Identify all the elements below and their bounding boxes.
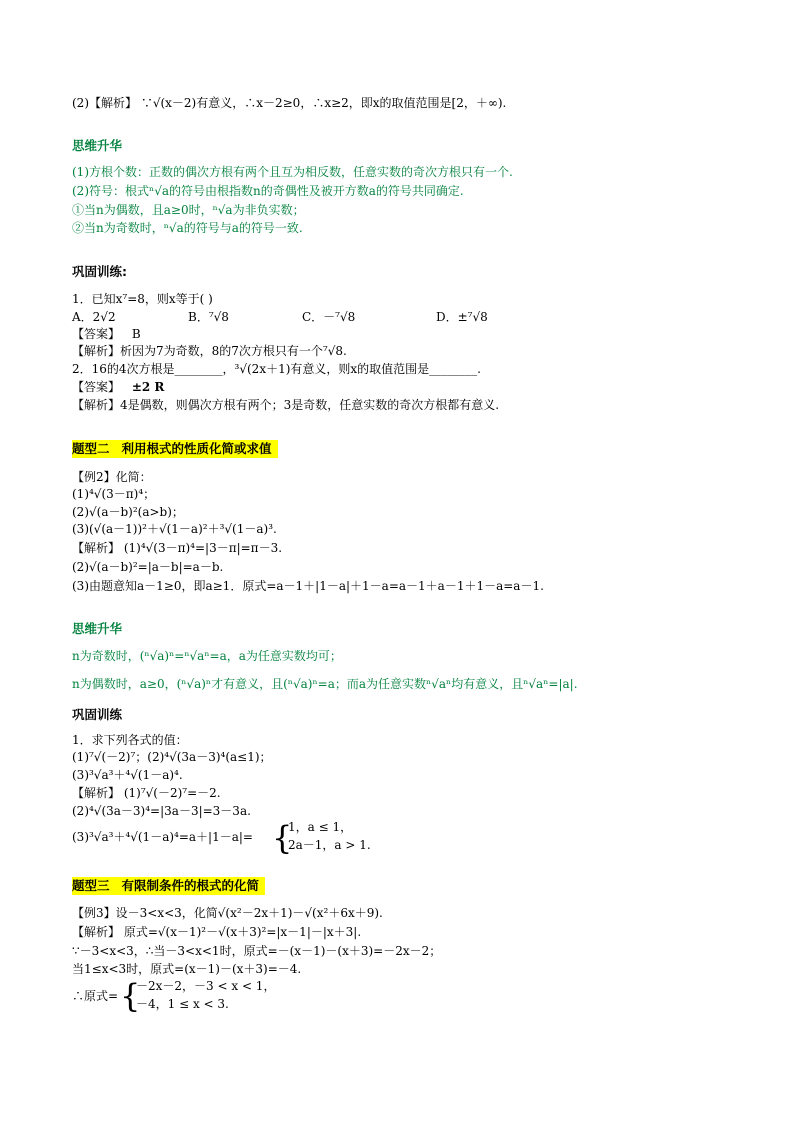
section-label: 题型三 [72,878,110,893]
piecewise-case: 1，a ≤ 1， [288,820,353,834]
left-brace: { [272,819,293,857]
option-d: D．±⁷√8 [436,310,488,324]
analysis-line: 【解析】析因为7为奇数，8的7次方根只有一个⁷√8. [72,344,347,358]
question-item: (1)⁷√(－2)⁷；(2)⁴√(3a－3)⁴(a≤1)； [72,750,272,764]
analysis-line: 当1≤x<3时，原式=(x－1)－(x＋3)=－4. [72,962,302,976]
question-1: 1．已知x⁷=8，则x等于( ) [72,292,213,306]
answer-value: B [131,327,141,341]
thinking-summary-line: ②当n为奇数时，ⁿ√a的符号与a的符号一致. [72,221,303,235]
analysis-line: 【解析】4是偶数，则偶次方根有两个；3是奇数，任意实数的奇次方根都有意义. [72,398,500,412]
analysis-line: 【解析】 (1)⁴√(3－π)⁴=|3－π|=π－3. [72,541,283,555]
piecewise-case: －4，1 ≤ x < 3. [136,997,229,1011]
option-c: C．－⁷√8 [302,310,356,324]
thinking-summary-line: (2)符号：根式ⁿ√a的符号由根指数n的奇偶性及被开方数a的符号共同确定. [72,184,464,198]
answer-label: 【答案】 [72,327,121,341]
question-1: 1．求下列各式的值： [72,733,188,747]
practice-heading: 巩固训练: [72,264,127,279]
thinking-summary-heading: 思维升华 [72,621,123,636]
section-header-type3 [72,877,265,895]
intro-analysis-line: (2)【解析】 ∵√(x－2)有意义，∴x－2≥0，∴x≥2，即x的取值范围是[2，＋∞). [72,96,507,110]
analysis-line: ∵－3<x<3，∴当－3<x<1时，原式=－(x－1)－(x＋3)=－2x－2； [72,944,442,958]
example-title: 【例3】设－3<x<3，化简√(x²－2x＋1)－√(x²＋6x＋9). [72,906,383,920]
question-2: 2．16的4次方根是________，³√(2x＋1)有意义，则x的取值范围是________. [72,362,481,376]
analysis-line: (3)³√a³＋⁴√(1－a)⁴=a＋|1－a|= [72,830,253,844]
question-item: (3)³√a³＋⁴√(1－a)⁴. [72,768,183,782]
answer-value: ±2 R [131,380,165,394]
answer-row [72,327,141,342]
example-item: (3)(√(a－1))²＋√(1－a)²＋³√(1－a)³. [72,522,277,536]
example-item: (2)√(a－b)²(a>b)； [72,505,184,519]
practice-heading: 巩固训练 [72,707,123,722]
analysis-line: 【解析】 原式=√(x－1)²－√(x＋3)²=|x－1|－|x＋3|. [72,925,362,939]
left-brace: { [120,977,141,1015]
thinking-summary-line: n为偶数时，a≥0，(ⁿ√a)ⁿ才有意义，且(ⁿ√a)ⁿ=a；而a为任意实数ⁿ√aⁿ均有意义，且ⁿ√aⁿ=|a|. [72,677,578,691]
example-item: (1)⁴√(3－π)⁴； [72,487,156,501]
section-label: 题型二 [72,441,110,456]
piecewise-case: －2x－2，－3 < x < 1， [136,979,276,993]
piecewise-case: 2a－1，a > 1. [288,838,371,852]
conclusion-label: ∴原式= [72,989,119,1003]
answer-row [72,380,164,395]
section-header-type2 [72,440,278,458]
thinking-summary-line: ①当n为偶数，且a≥0时，ⁿ√a为非负实数； [72,203,305,217]
section-title: 利用根式的性质化简或求值 [121,441,272,456]
option-b: B．⁷√8 [188,310,229,324]
analysis-line: 【解析】 (1)⁷√(－2)⁷=－2. [72,786,221,800]
section-title: 有限制条件的根式的化简 [121,878,260,893]
analysis-line: (2)√(a－b)²=|a－b|=a－b. [72,560,224,574]
thinking-summary-heading: 思维升华 [72,138,123,153]
example-title: 【例2】化简： [72,470,152,484]
analysis-line: (2)⁴√(3a－3)⁴=|3a－3|=3－3a. [72,804,251,818]
option-a: A．2√2 [72,310,116,324]
answer-label: 【答案】 [72,380,121,394]
thinking-summary-line: (1)方根个数：正数的偶次方根有两个且互为相反数，任意实数的奇次方根只有一个. [72,165,513,179]
thinking-summary-line: n为奇数时，(ⁿ√a)ⁿ=ⁿ√aⁿ=a，a为任意实数均可； [72,649,342,663]
analysis-line: (3)由题意知a－1≥0，即a≥1．原式=a－1＋|1－a|＋1－a=a－1＋a－1＋1－a=a－1. [72,579,544,593]
